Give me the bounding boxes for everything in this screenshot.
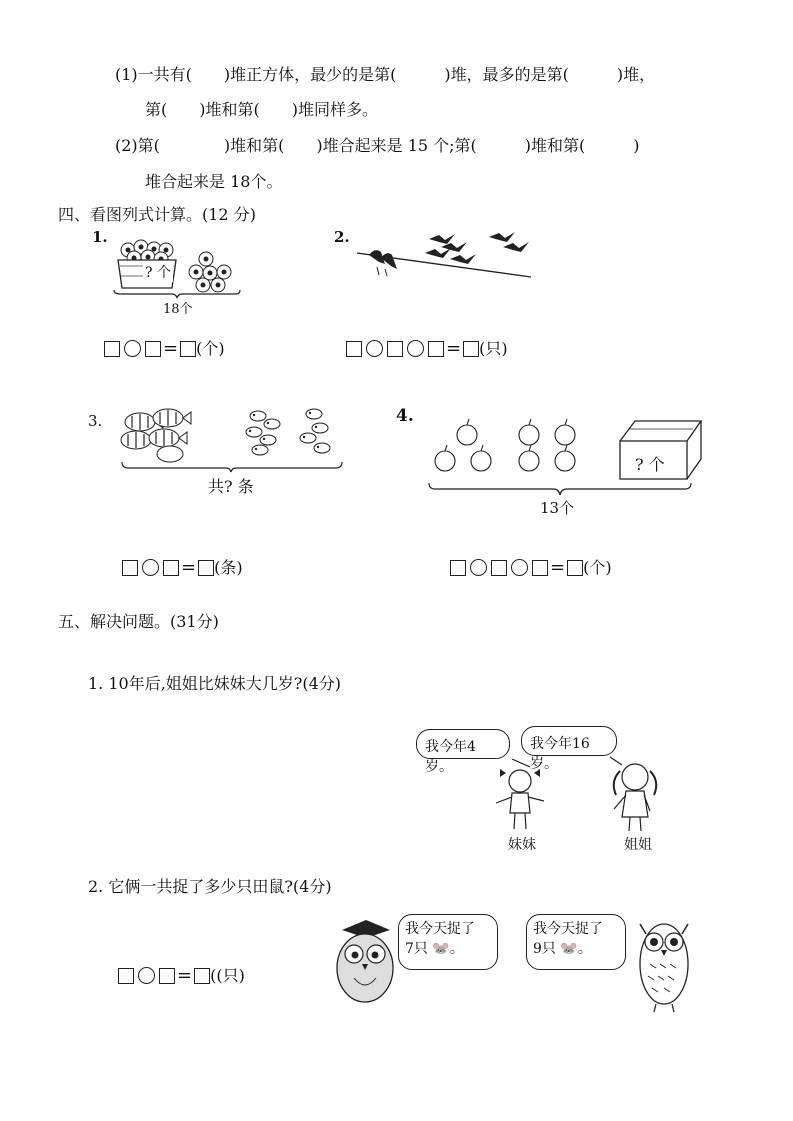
- equation-2: [346, 336, 508, 359]
- owls-illustration: [328, 918, 688, 1018]
- problem-3-number: 3.: [88, 412, 103, 430]
- answer-box[interactable]: [491, 560, 507, 576]
- equals-sign: =: [163, 338, 179, 359]
- answer-box[interactable]: [104, 341, 120, 357]
- label-younger-sister: 妹妹: [508, 837, 536, 853]
- q3-line3: (2)第( )堆和第( )堆合起来是 15 个;第( )堆和第( ): [115, 136, 640, 155]
- answer-box[interactable]: [159, 968, 175, 984]
- operator-circle[interactable]: [407, 340, 424, 357]
- operator-circle[interactable]: [124, 340, 141, 357]
- answer-box[interactable]: [532, 560, 548, 576]
- equals-sign: =: [181, 557, 197, 578]
- equation-1: [104, 336, 225, 359]
- answer-box[interactable]: [567, 560, 583, 576]
- speech-text: 我今天捉了: [533, 921, 603, 937]
- question-1-text: 1. 10年后,姐姐比妹妹大几岁?(4分): [88, 674, 342, 693]
- q3-line2: 第( )堆和第( )堆同样多。: [145, 100, 378, 119]
- answer-box[interactable]: [387, 341, 403, 357]
- speech-text: 我今年16岁。: [530, 736, 590, 772]
- equals-sign: =: [177, 965, 193, 986]
- operator-circle[interactable]: [470, 559, 487, 576]
- problem-2-number: 2.: [334, 228, 350, 246]
- problem-4-number: 4.: [396, 406, 414, 426]
- speech-period: 。: [449, 941, 464, 957]
- q3-line1: (1)一共有( )堆正方体，最少的是第( )堆，最多的是第( )堆，: [115, 65, 656, 84]
- equation-4: [450, 555, 612, 578]
- speech-text: 我今年4岁。: [425, 739, 476, 775]
- problem-3-total: 共? 条: [208, 477, 254, 496]
- answer-box[interactable]: [346, 341, 362, 357]
- answer-box[interactable]: [163, 560, 179, 576]
- answer-box[interactable]: [180, 341, 196, 357]
- speech-count: 7只: [405, 941, 428, 957]
- operator-circle[interactable]: [138, 967, 155, 984]
- problem-1-total: 18个: [163, 302, 193, 317]
- problem-1-number: 1.: [92, 228, 108, 246]
- answer-box[interactable]: [145, 341, 161, 357]
- label-older-sister: 姐姐: [624, 837, 652, 853]
- equation-3: [122, 555, 243, 578]
- swallows-on-wire-illustration: [355, 225, 535, 290]
- answer-box[interactable]: [118, 968, 134, 984]
- speech-bubble-owl-left: [398, 914, 498, 970]
- answer-box[interactable]: [450, 560, 466, 576]
- equals-sign: =: [446, 338, 462, 359]
- question-2-text: 2. 它俩一共捉了多少只田鼠?(4分): [88, 877, 332, 896]
- section-5-title: 五、解决问题。(31分): [58, 612, 219, 631]
- answer-box[interactable]: [428, 341, 444, 357]
- girls-illustration: [490, 755, 660, 835]
- operator-circle[interactable]: [366, 340, 383, 357]
- basket-label: ? 个: [143, 262, 173, 282]
- answer-box[interactable]: [194, 968, 210, 984]
- q3-line4: 堆合起来是 18个。: [145, 172, 283, 191]
- section-4-title: 四、看图列式计算。(12 分): [58, 205, 256, 224]
- speech-bubble-owl-right: [526, 914, 626, 970]
- speech-period: 。: [577, 941, 592, 957]
- problem-4-total: 13个: [540, 499, 575, 517]
- mouse-icon: 🐭: [560, 941, 578, 957]
- unit-label: (个): [196, 339, 225, 358]
- operator-circle[interactable]: [142, 559, 159, 576]
- unit-label: (只): [479, 339, 508, 358]
- answer-box[interactable]: [198, 560, 214, 576]
- unit-label: ((只): [210, 966, 245, 985]
- mouse-icon: 🐭: [432, 941, 450, 957]
- fish-groups-illustration: [118, 402, 350, 472]
- speech-count: 9只: [533, 941, 556, 957]
- equation-5: [118, 963, 245, 986]
- equals-sign: =: [550, 557, 566, 578]
- operator-circle[interactable]: [511, 559, 528, 576]
- box-label: ? 个: [635, 455, 665, 474]
- answer-box[interactable]: [463, 341, 479, 357]
- unit-label: (条): [214, 558, 243, 577]
- answer-box[interactable]: [122, 560, 138, 576]
- speech-text: 我今天捉了: [405, 921, 475, 937]
- unit-label: (个): [583, 558, 612, 577]
- speech-bubble-older-sister: [521, 726, 617, 772]
